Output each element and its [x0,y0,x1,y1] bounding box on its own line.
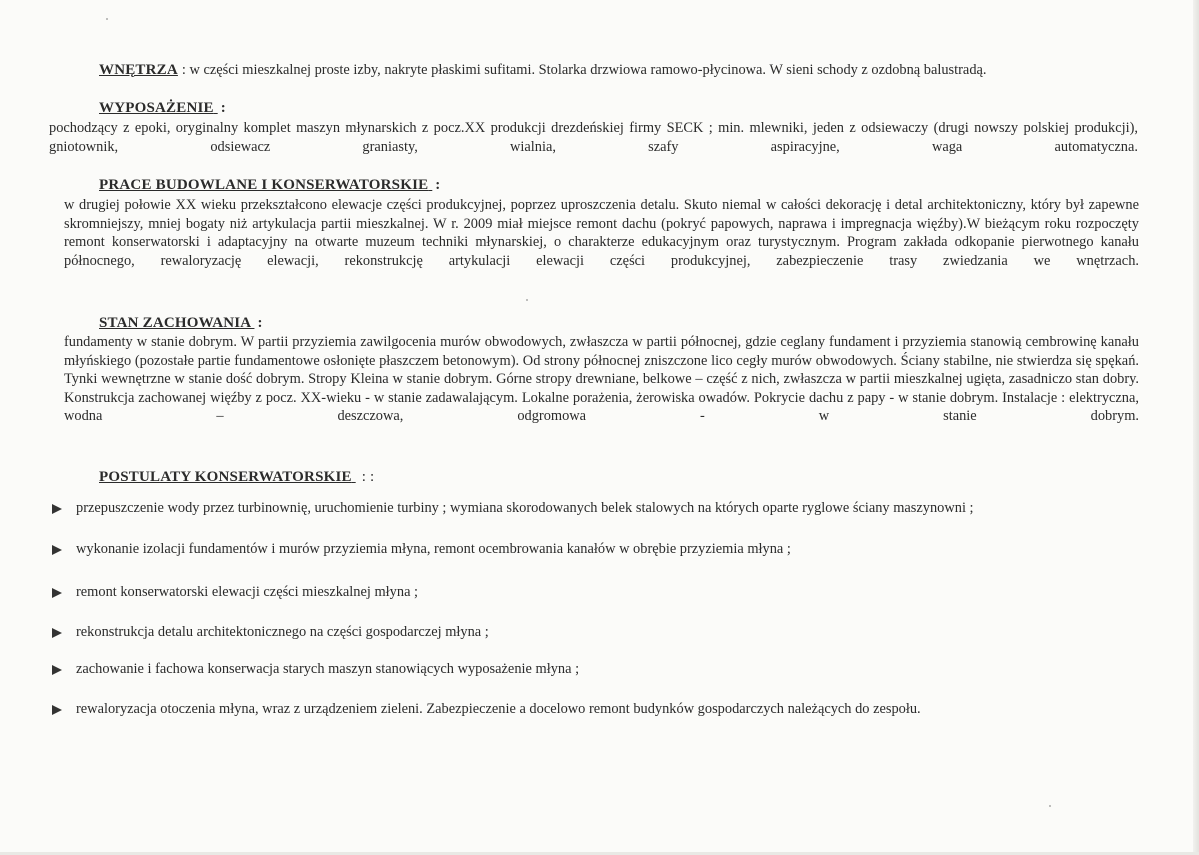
postulat-item-text: zachowanie i fachowa konserwacja starych maszyn stanowiących wyposażenie młyna ; [76,661,580,677]
postulat-item-text: remont konserwatorski elewacji części mieszkalnej młyna ; [76,584,419,600]
postulat-item-text: rewaloryzacja otoczenia młyna, wraz z urządzeniem zieleni. Zabezpieczenie a docelowo remont budynków gospodarczych należących do zespołu. [76,701,921,717]
postulat-item-3 [52,584,418,601]
wyposazenie-text: pochodzący z epoki, oryginalny komplet maszyn młynarskich z pocz.XX produkcji drezdeńskiej firmy SECK ; min. mlewniki, jeden z odsiewaczy (drugi nowszy polskiej produkcji), gniotownik, odsiewacz graniasty, wialnia, szafy aspiracyjne, waga automatyczna. [49,120,1138,155]
wyposazenie-heading-colon: : [220,100,226,116]
triangle-bullet-icon [52,504,62,514]
wyposazenie-heading-row [99,100,226,117]
postulat-item-4 [52,624,489,641]
scan-speck [526,299,528,301]
page-edge-shadow [1193,0,1199,855]
postulaty-heading: POSTULATY KONSERWATORSKIE [99,469,352,485]
prace-heading: PRACE BUDOWLANE I KONSERWATORSKIE [99,177,429,193]
postulaty-heading-colon: : : [361,469,375,485]
triangle-bullet-icon [52,588,62,598]
prace-text: w drugiej połowie XX wieku przekształcono elewacje części produkcyjnej, poprzez uproszczenia detalu. Skuto niemal w całości dekorację i detal architektoniczny, który był zapewne skromniejszy, mniej bogaty niż artykulacja partii mieszkalnej. W r. 2009 miał miejsce remont dachu (pokryć papowych, naprawa i impregnacja więźby).W bieżącym roku rozpoczęty remont konserwatorski i adaptacyjny na otwarte muzeum techniki młynarskiej, o charakterze edukacyjnym oraz turystycznym. Program zakłada odkopanie pierwotnego kanału północnego, rewaloryzację elewacji, rekonstrukcję artykulacji elewacji części produkcyjnej, zabezpieczenie trasy zwiedzania we wnętrzach. [64,197,1139,269]
prace-heading-row [99,177,440,194]
triangle-bullet-icon [52,665,62,675]
scan-speck [1049,805,1051,807]
prace-heading-colon: : [435,177,441,193]
postulaty-heading-row [99,469,374,486]
stan-heading-row [99,315,263,332]
postulat-item-text: przepuszczenie wody przez turbinownię, uruchomienie turbiny ; wymiana skorodowanych belek stalowych na których oparte ryglowe ściany maszynowni ; [76,500,974,516]
wnetrza-heading: WNĘTRZA [99,62,178,78]
triangle-bullet-icon [52,545,62,555]
wnetrza-text: : w części mieszkalnej proste izby, nakryte płaskimi sufitami. Stolarka drzwiowa ramowo-płycinowa. W sieni schody z ozdobną balustradą. [181,62,987,78]
postulat-item-5 [52,661,579,678]
scan-speck [106,18,108,20]
postulat-item-2 [52,541,791,558]
stan-text: fundamenty w stanie dobrym. W partii przyziemia zawilgocenia murów obwodowych, zwłaszcza w partii północnej, gdzie ceglany fundament i przyziemia stanowią cembrowinę kanału młyńskiego (pozostałe partie fundamentowe osłonięte płaszczem betonowym). Od strony północnej zniszczone lico cegły murów obwodowych. Ściany stabilne, nie stwierdza się spękań. Tynki wewnętrzne w stanie dość dobrym. Stropy Kleina w stanie dobrym. Górne stropy drewniane, belkowe – część z nich, zwłaszcza w partii mieszkalnej ugięta, zasadniczo stan dobry. Konstrukcja zachowanej więźby z pocz. XX-wieku - w stanie zadawalającym. Lokalne porażenia, żerowiska owadów. Pokrycie dachu z papy - w stanie dobrym. Instalacje : elektryczna, wodna – deszczowa, odgromowa - w stanie dobrym. [64,334,1139,425]
stan-heading-colon: : [257,315,263,331]
wnetrza-line [99,62,987,79]
postulat-item-text: wykonanie izolacji fundamentów i murów przyziemia młyna, remont ocembrowania kanałów w obrębie przyziemia młyna ; [76,541,791,557]
postulat-item-6 [52,701,921,718]
postulat-item-text: rekonstrukcja detalu architektonicznego na części gospodarczej młyna ; [76,624,489,640]
postulat-item-1 [52,500,974,517]
triangle-bullet-icon [52,628,62,638]
triangle-bullet-icon [52,705,62,715]
stan-heading: STAN ZACHOWANIA [99,315,251,331]
wyposazenie-heading: WYPOSAŻENIE [99,100,214,116]
